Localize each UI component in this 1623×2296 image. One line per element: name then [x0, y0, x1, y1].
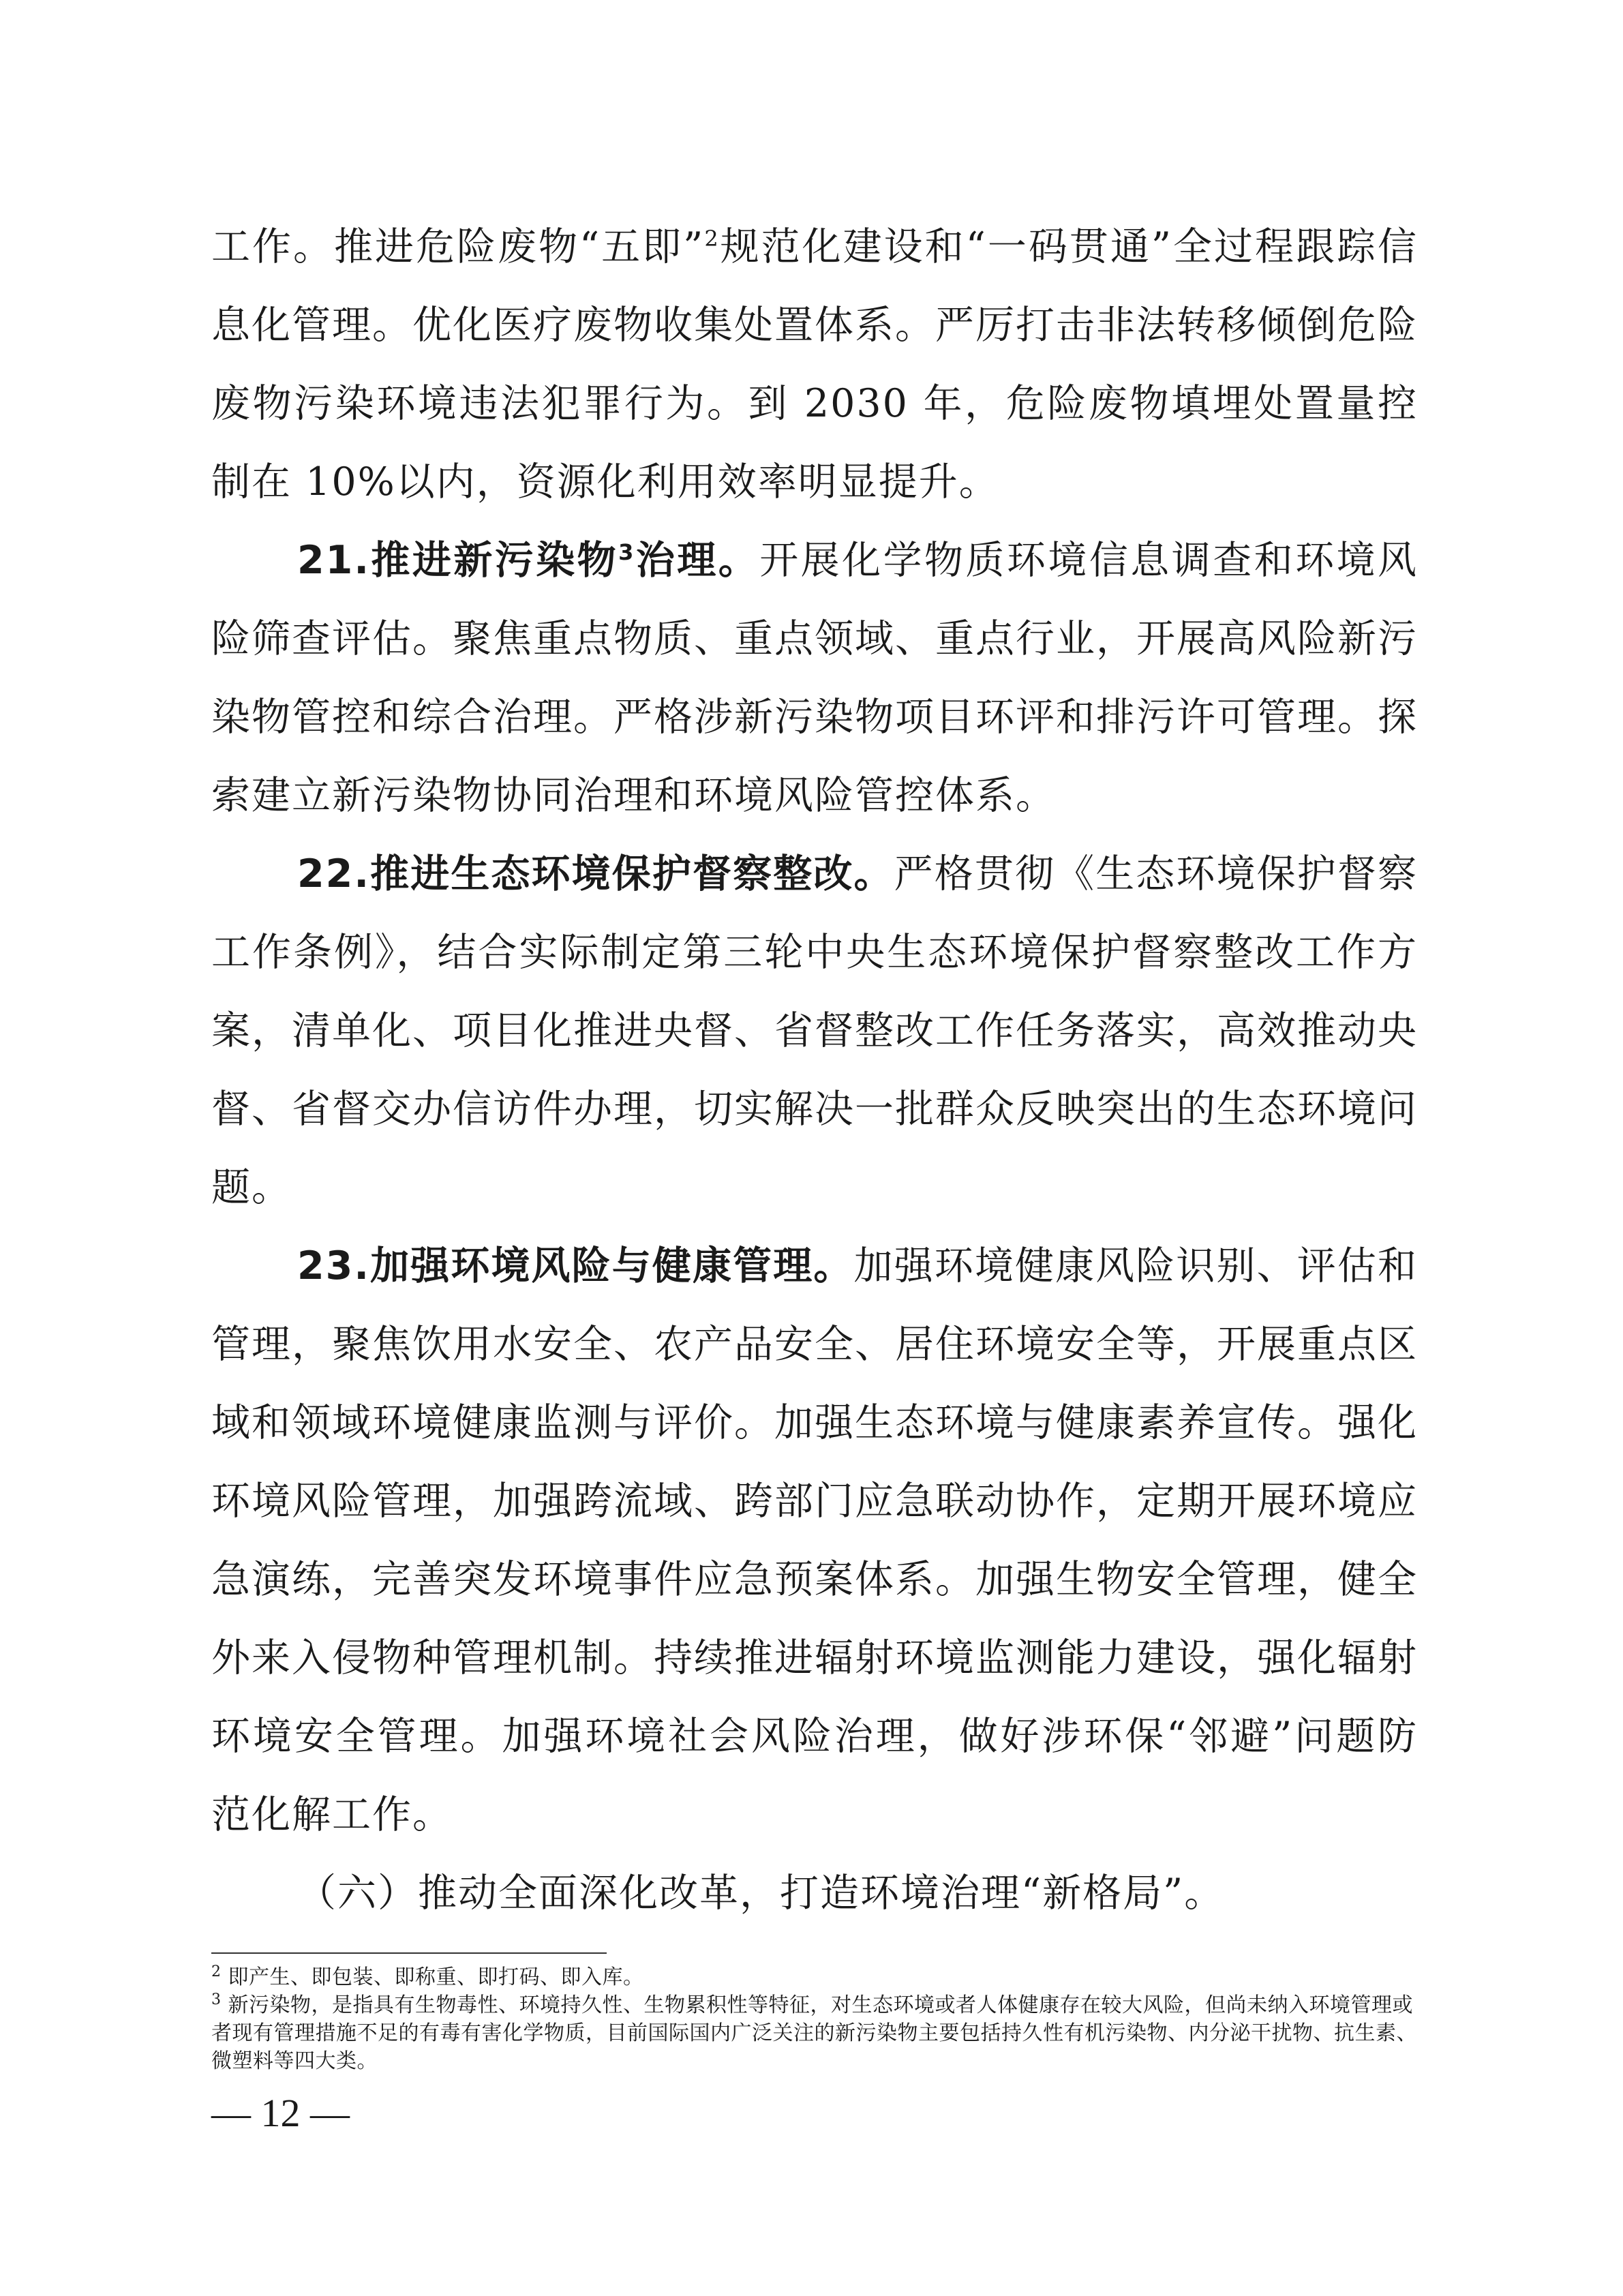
item-21-text: 开展化学物质环境信息调查和环境风险筛查评估。聚焦重点物质、重点领域、重点行业，开展高风险新污染物管控和综合治理。严格涉新污染物项目环评和排污许可管理。探索建立新污染物协同治理和环境风险管控体系。 [211, 538, 1418, 818]
paragraph-continued: 工作。推进危险废物“五即”$^2$规范化建设和“一码贯通”全过程跟踪信息化管理。优化医疗废物收集处置体系。严厉打击非法转移倾倒危险废物污染环境违法犯罪行为。到 2030 年，危险废物填埋处置量控制在 10%以内，资源化利用效率明显提升。 [211, 224, 1418, 504]
section-6-title: （六）推动全面深化改革，打造环境治理“新格局”。 [297, 1871, 1225, 1916]
footnote-mark: 2 [211, 1963, 222, 1980]
item-21-paragraph [211, 522, 1418, 835]
item-23-paragraph [211, 1227, 1418, 1854]
footnote-3: $^3$ 新污染物，是指具有生物毒性、环境持久性、生物累积性等特征，对生态环境或者人体健康存在较大风险，但尚未纳入环境管理或者现有管理措施不足的有毒有害化学物质，目前国际国内广泛关注的新污染物主要包括持久性有机污染物、内分泌干扰物、抗生素、微塑料等四大类。 [211, 1991, 1417, 2073]
page-number: — 12 — [211, 2091, 350, 2135]
item-22-text: 严格贯彻《生态环境保护督察工作条例》，结合实际制定第三轮中央生态环境保护督察整改工作方案，清单化、项目化推进央督、省督整改工作任务落实，高效推动央督、省督交办信访件办理，切实解决一批群众反映突出的生态环境问题。 [211, 851, 1419, 1210]
footnote-mark: 3 [211, 1991, 222, 2008]
item-21-heading: 21.推进新污染物$^3$治理。 [297, 538, 760, 583]
item-22-heading: 22.推进生态环境保护督察整改。 [297, 851, 894, 896]
footnote-ref-3[interactable]: 3 [618, 539, 635, 565]
footnotes [211, 1963, 1418, 2075]
item-23-heading: 23.加强环境风险与健康管理。 [297, 1243, 854, 1288]
body-text [211, 208, 1418, 1933]
footnote-2: $^2$ 即产生、即包装、即称重、即打码、即入库。 [211, 1963, 644, 1989]
item-23-text: 加强环境健康风险识别、评估和管理，聚焦饮用水安全、农产品安全、居住环境安全等，开展重点区域和领域环境健康监测与评价。加强生态环境与健康素养宣传。强化环境风险管理，加强跨流域、跨部门应急联动协作，定期开展环境应急演练，完善突发环境事件应急预案体系。加强生物安全管理，健全外来入侵物种管理机制。持续推进辐射环境监测能力建设，强化辐射环境安全管理。加强环境社会风险治理，做好涉环保“邻避”问题防范化解工作。 [211, 1243, 1418, 1837]
footnote-ref-2[interactable]: 2 [704, 226, 720, 252]
footnote-divider [211, 1952, 607, 1954]
item-22-paragraph [211, 835, 1418, 1227]
